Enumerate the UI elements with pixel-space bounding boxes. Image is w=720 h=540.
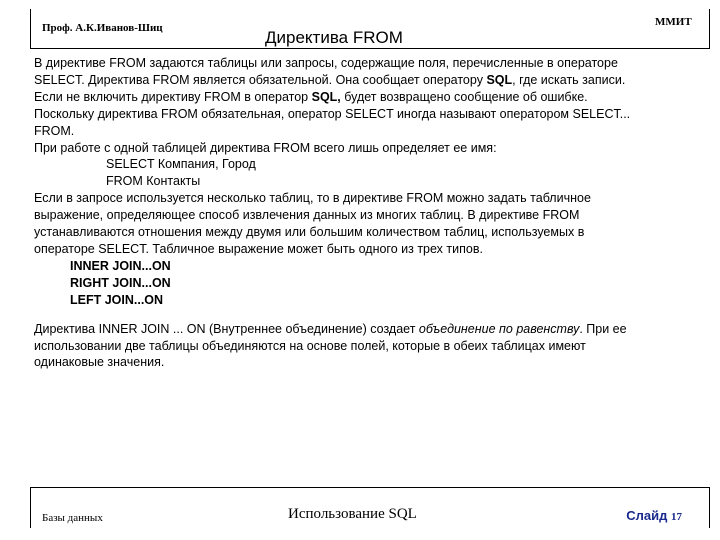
emphasis-term: объединение по равенству [418, 321, 580, 336]
org-label: ММИТ [655, 16, 692, 28]
text-fragment: SELECT. Директива FROM является обязательной. Она сообщает оператору [34, 72, 487, 87]
text-line: FROM. [34, 123, 75, 138]
text-line [34, 89, 714, 106]
slide-number: 17 [671, 511, 682, 523]
text-line: Поскольку директива FROM обязательная, оператор SELECT иногда называют оператором SELECT... [34, 106, 631, 121]
footer-divider [30, 487, 710, 488]
text-line [34, 321, 714, 338]
header-divider [30, 48, 710, 49]
keyword-sql: SQL, [311, 89, 341, 104]
text-line: устанавливаются отношения между двумя или большим количеством таблиц, используемых в [34, 225, 585, 240]
slide-title: Директива FROM [265, 28, 403, 47]
text-line: операторе SELECT. Табличное выражение может быть одного из трех типов. [34, 241, 483, 256]
text-fragment: Если не включить директиву FROM в оператор [34, 89, 312, 104]
text-line: использовании две таблицы объединяются на основе полей, которые в обеих таблицах имеют [34, 338, 586, 353]
author-label: Проф. А.К.Иванов-Шиц [42, 22, 163, 34]
slide-body [34, 55, 714, 371]
join-type-item: LEFT JOIN...ON [70, 292, 164, 307]
code-line: SELECT Компания, Город [106, 157, 256, 172]
text-line: Если в запросе используется несколько таблиц, то в директиве FROM можно задать табличное [34, 191, 591, 206]
text-line: выражение, определяющее способ извлечения данных из многих таблиц. В директиве FROM [34, 208, 580, 223]
slide-number-label [626, 508, 682, 523]
text-line: В директиве FROM задаются таблицы или запросы, содержащие поля, перечисленные в операторе [34, 56, 618, 70]
text-fragment: Директива INNER JOIN ... ON (Внутреннее объединение) создает [34, 321, 419, 336]
topic-name: Использование SQL [288, 506, 417, 522]
slide-label: Слайд [626, 508, 671, 523]
text-line: При работе с одной таблицей директива FROM всего лишь определяет ее имя: [34, 140, 497, 155]
code-line: FROM Контакты [106, 174, 201, 189]
paragraph-gap [34, 309, 714, 321]
keyword-sql: SQL [486, 72, 513, 87]
course-name: Базы данных [42, 512, 103, 524]
text-fragment: . При ее [579, 321, 627, 336]
text-fragment: , где искать записи. [512, 72, 626, 87]
join-type-item: RIGHT JOIN...ON [70, 275, 171, 290]
text-line: одинаковые значения. [34, 355, 165, 370]
text-line [34, 72, 714, 89]
text-fragment: будет возвращено сообщение об ошибке. [340, 89, 588, 104]
join-type-item: INNER JOIN...ON [70, 258, 171, 273]
